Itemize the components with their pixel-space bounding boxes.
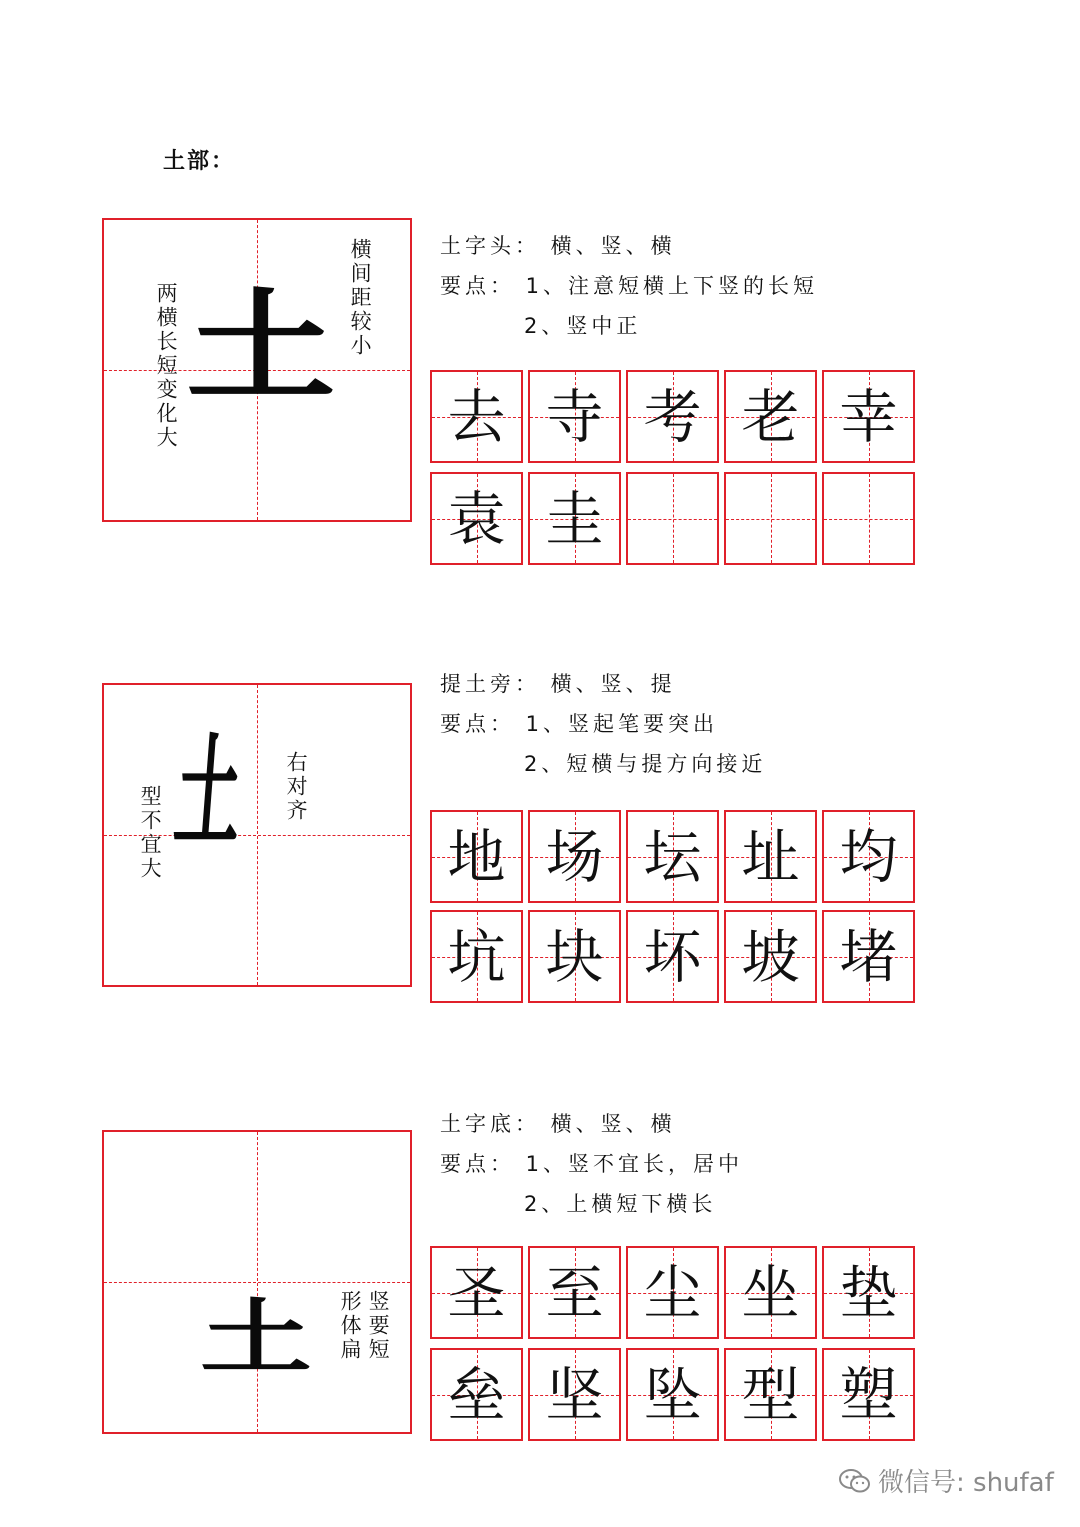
practice-char — [726, 474, 815, 563]
practice-char: 坡 — [741, 922, 800, 991]
practice-char: 块 — [545, 922, 604, 991]
practice-char: 至 — [545, 1258, 604, 1327]
char-cell — [822, 1246, 915, 1339]
char-cell — [724, 910, 817, 1003]
char-cell — [626, 370, 719, 463]
example-character: 土 — [186, 276, 337, 418]
char-cell — [430, 370, 523, 463]
practice-char — [824, 474, 913, 563]
practice-char: 均 — [839, 822, 898, 891]
empty-cell — [626, 472, 719, 565]
example-grid-box-3 — [102, 1130, 412, 1434]
practice-char: 尘 — [643, 1258, 702, 1327]
practice-char: 坐 — [741, 1258, 800, 1327]
char-cell — [528, 370, 621, 463]
radical-title: 土字头： 横、竖、横 — [440, 234, 676, 258]
char-cell — [430, 810, 523, 903]
note-vertical: 右对齐 — [284, 751, 309, 823]
char-cell — [626, 1246, 719, 1339]
practice-char: 坑 — [447, 922, 506, 991]
note-vertical: 两横长短变化大 — [154, 282, 179, 450]
practice-char: 去 — [447, 382, 506, 451]
char-cell — [822, 370, 915, 463]
char-cell — [822, 810, 915, 903]
wechat-icon — [838, 1467, 872, 1495]
char-cell — [724, 810, 817, 903]
practice-char: 坛 — [643, 822, 702, 891]
char-cell — [430, 1348, 523, 1441]
radical-title: 提土旁： 横、竖、提 — [440, 672, 676, 696]
key-point: 要点： 1、竖起笔要突出 — [440, 712, 719, 736]
note-vertical: 形体扁 — [338, 1290, 363, 1362]
practice-char: 老 — [741, 382, 800, 451]
practice-char: 塑 — [839, 1360, 898, 1429]
note-vertical: 竖要短 — [366, 1290, 391, 1362]
example-grid-box-1 — [102, 218, 412, 522]
char-cell — [430, 910, 523, 1003]
watermark — [838, 1462, 1054, 1499]
char-cell — [626, 1348, 719, 1441]
practice-char: 垫 — [839, 1258, 898, 1327]
note-vertical: 型不宜大 — [138, 785, 163, 881]
page-title: 土部： — [163, 148, 236, 174]
practice-char: 坚 — [545, 1360, 604, 1429]
empty-cell — [724, 472, 817, 565]
char-cell — [724, 370, 817, 463]
practice-char: 垒 — [447, 1360, 506, 1429]
char-cell — [430, 472, 523, 565]
char-cell — [528, 472, 621, 565]
char-cell — [822, 1348, 915, 1441]
practice-char: 圭 — [545, 484, 604, 553]
practice-char — [628, 474, 717, 563]
key-point: 2、竖中正 — [524, 314, 642, 338]
key-point: 要点： 1、竖不宜长，居中 — [440, 1152, 744, 1176]
practice-char: 坠 — [643, 1360, 702, 1429]
practice-char: 寺 — [545, 382, 604, 451]
practice-char: 址 — [741, 822, 800, 891]
practice-char: 考 — [643, 382, 702, 451]
char-cell — [724, 1246, 817, 1339]
char-cell — [430, 1246, 523, 1339]
example-grid-box-2 — [102, 683, 412, 987]
char-cell — [724, 1348, 817, 1441]
practice-char: 坏 — [643, 922, 702, 991]
example-character: 土 — [169, 722, 247, 863]
empty-cell — [822, 472, 915, 565]
example-character: 土 — [200, 1290, 312, 1385]
key-point: 要点： 1、注意短横上下竖的长短 — [440, 274, 819, 298]
char-cell — [822, 910, 915, 1003]
practice-char: 地 — [447, 822, 506, 891]
note-vertical: 横间距较小 — [348, 238, 373, 358]
char-cell — [626, 810, 719, 903]
radical-title: 土字底： 横、竖、横 — [440, 1112, 676, 1136]
practice-char: 场 — [545, 822, 604, 891]
char-cell — [528, 1246, 621, 1339]
practice-char: 幸 — [839, 382, 898, 451]
char-cell — [528, 910, 621, 1003]
practice-char: 圣 — [447, 1258, 506, 1327]
char-cell — [528, 810, 621, 903]
practice-char: 堵 — [839, 922, 898, 991]
practice-char: 袁 — [447, 484, 506, 553]
practice-char: 型 — [741, 1360, 800, 1429]
char-cell — [626, 910, 719, 1003]
key-point: 2、短横与提方向接近 — [524, 752, 767, 776]
watermark-text: 微信号: shufaf — [878, 1468, 1054, 1498]
key-point: 2、上横短下横长 — [524, 1192, 717, 1216]
char-cell — [528, 1348, 621, 1441]
